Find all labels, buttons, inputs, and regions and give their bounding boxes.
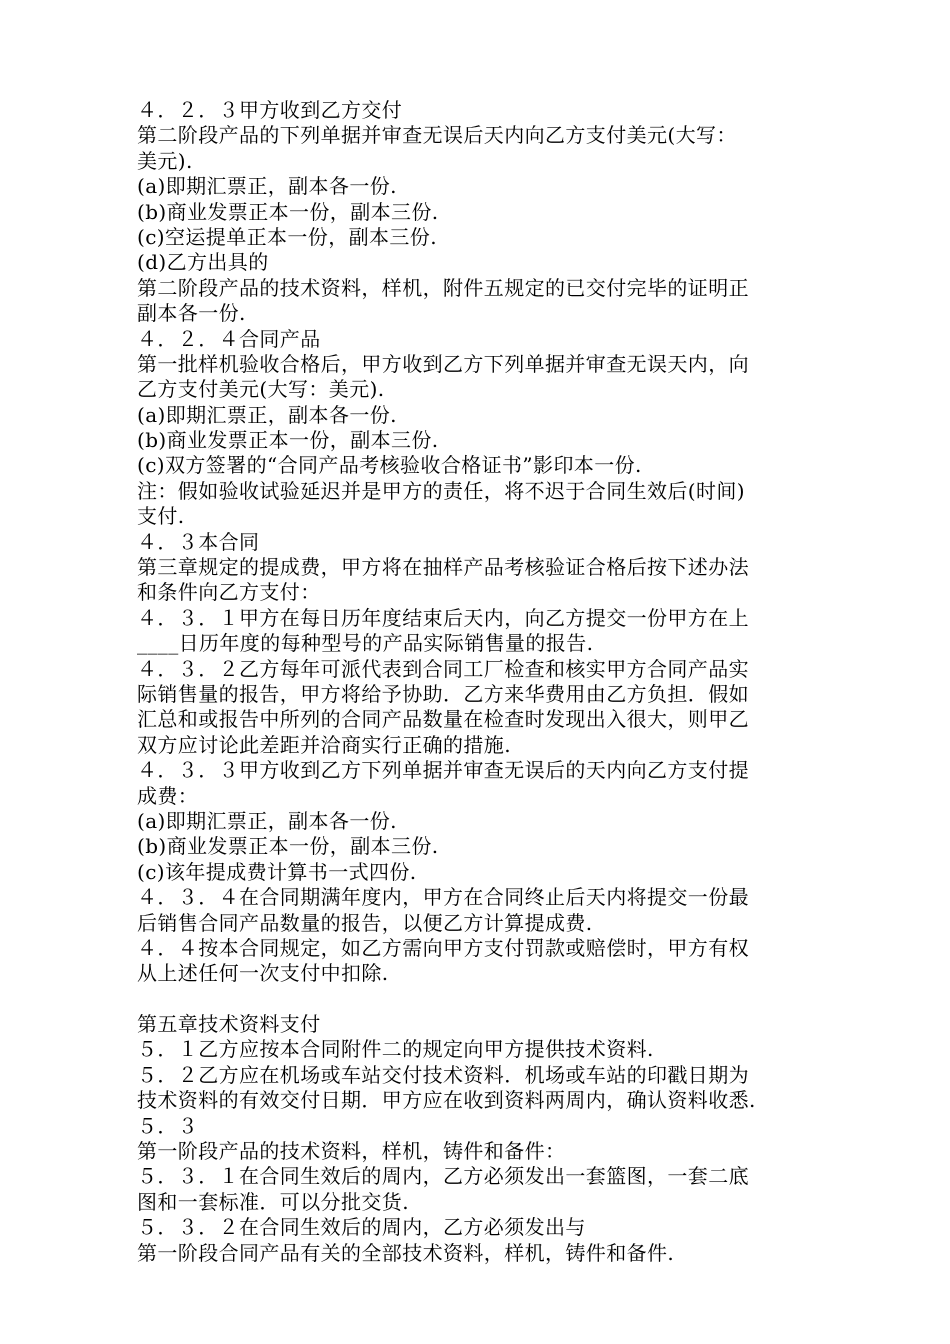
text-line: 技术资料的有效交付日期．甲方应在收到资料两周内，确认资料收悉. bbox=[137, 1088, 756, 1113]
text-line: ４．２．３甲方收到乙方交付 bbox=[137, 98, 403, 122]
text-line: (b)商业发票正本一份，副本三份. bbox=[137, 834, 439, 859]
text-line: 图和一套标准．可以分批交货. bbox=[137, 1189, 409, 1214]
text-line: (a)即期汇票正，副本各一份. bbox=[137, 174, 397, 199]
text-line: ４．２．４合同产品 bbox=[137, 326, 321, 351]
text-line: (a)即期汇票正，副本各一份. bbox=[137, 808, 397, 833]
text-line: (d)乙方出具的 bbox=[137, 250, 269, 275]
text-line: 双方应讨论此差距并洽商实行正确的措施. bbox=[137, 732, 511, 757]
text-line: ５．１乙方应按本合同附件二的规定向甲方提供技术资料. bbox=[137, 1037, 654, 1062]
text-line: ４．４按本合同规定，如乙方需向甲方支付罚款或赔偿时，甲方有权 bbox=[137, 935, 749, 960]
text-line: ５．３．１在合同生效后的周内，乙方必须发出一套篮图，一套二底 bbox=[137, 1164, 749, 1189]
text-line: (c)空运提单正本一份，副本三份. bbox=[137, 224, 437, 249]
text-line: ４．３．１甲方在每日历年度结束后天内，向乙方提交一份甲方在上 bbox=[137, 605, 749, 630]
text-line: ５．３．２在合同生效后的周内，乙方必须发出与 bbox=[137, 1215, 586, 1240]
text-line: ４．３本合同 bbox=[137, 529, 260, 554]
text-line: 际销售量的报告，甲方将给予协助．乙方来华费用由乙方负担．假如 bbox=[137, 681, 749, 706]
text-line: ４．３．４在合同期满年度内，甲方在合同终止后天内将提交一份最 bbox=[137, 885, 749, 910]
text-line: 美元). bbox=[137, 148, 193, 173]
text-line: (b)商业发票正本一份，副本三份. bbox=[137, 428, 439, 453]
text-line: 第一阶段合同产品有关的全部技术资料，样机，铸件和备件. bbox=[137, 1240, 675, 1265]
text-line: 第五章技术资料支付 bbox=[137, 1012, 321, 1037]
contract-text-body bbox=[137, 98, 817, 1266]
text-line: 副本各一份. bbox=[137, 301, 246, 326]
text-line: ４．３．２乙方每年可派代表到合同工厂检查和核实甲方合同产品实 bbox=[137, 656, 749, 681]
text-line: 第一批样机验收合格后，甲方收到乙方下列单据并审查无误天内，向 bbox=[137, 351, 749, 376]
text-line: (c)双方签署的“合同产品考核验收合格证书”影印本一份. bbox=[137, 453, 642, 478]
blank-line bbox=[137, 987, 817, 1012]
text-line: 注：假如验收试验延迟并是甲方的责任，将不迟于合同生效后(时间) bbox=[137, 478, 746, 503]
text-line: ____日历年度的每种型号的产品实际销售量的报告. bbox=[137, 631, 594, 656]
text-line: ４．３．３甲方收到乙方下列单据并审查无误后的天内向乙方支付提 bbox=[137, 758, 749, 783]
text-line: (a)即期汇票正，副本各一份. bbox=[137, 402, 397, 427]
text-line: 第二阶段产品的技术资料，样机，附件五规定的已交付完毕的证明正 bbox=[137, 275, 749, 300]
text-line: ５．２乙方应在机场或车站交付技术资料．机场或车站的印戳日期为 bbox=[137, 1062, 749, 1087]
text-line: 汇总和或报告中所列的合同产品数量在检查时发现出入很大，则甲乙 bbox=[137, 707, 749, 732]
text-line: 第二阶段产品的下列单据并审查无误后天内向乙方支付美元(大写： bbox=[137, 123, 737, 148]
text-line: 支付. bbox=[137, 504, 185, 529]
text-line: (c)该年提成费计算书一式四份. bbox=[137, 859, 417, 884]
text-line: 成费： bbox=[137, 783, 199, 808]
text-line: ５．３ bbox=[137, 1113, 199, 1138]
text-line: 第一阶段产品的技术资料，样机，铸件和备件： bbox=[137, 1139, 566, 1164]
text-line: 从上述任何一次支付中扣除. bbox=[137, 961, 389, 986]
text-line: 和条件向乙方支付： bbox=[137, 580, 321, 605]
text-line: 第三章规定的提成费，甲方将在抽样产品考核验证合格后按下述办法 bbox=[137, 555, 749, 580]
text-line: 后销售合同产品数量的报告，以便乙方计算提成费. bbox=[137, 910, 593, 935]
text-line: 乙方支付美元(大写：美元). bbox=[137, 377, 385, 402]
text-line: (b)商业发票正本一份，副本三份. bbox=[137, 199, 439, 224]
